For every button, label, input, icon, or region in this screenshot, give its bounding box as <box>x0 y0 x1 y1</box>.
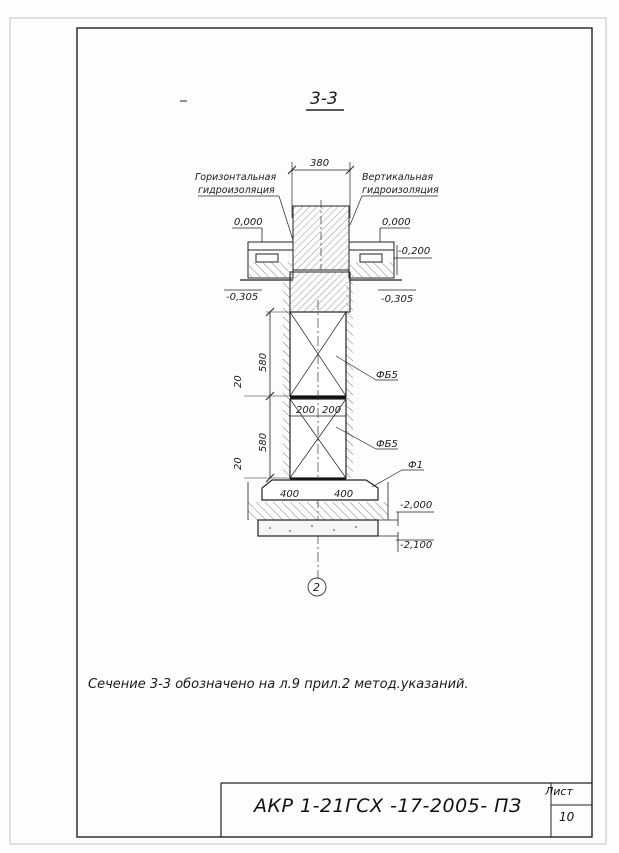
dim-20-upper: 20 <box>233 375 244 388</box>
floor-fill-right <box>350 262 393 277</box>
section-note: Сечение 3-3 обозначено на л.9 прил.2 метод.указаний. <box>88 677 469 692</box>
sand-dot <box>333 529 335 531</box>
label-fb5-upper: ФБ5 <box>376 370 398 381</box>
sand-bedding <box>258 520 378 536</box>
soil-left <box>283 282 290 478</box>
section-title: 3-3 <box>310 89 338 109</box>
level-right-0305: -0,305 <box>381 294 414 305</box>
dim-200-right: 200 <box>322 405 342 416</box>
sand-dot <box>289 530 291 532</box>
leader-f1 <box>372 470 402 487</box>
floor-slab-right <box>349 242 394 250</box>
level-left-0305: -0,305 <box>226 292 259 303</box>
label-horizontal-waterproofing-1: Горизонтальная <box>195 172 277 183</box>
level-left-0000: 0,000 <box>234 217 263 228</box>
dim-580-lower: 580 <box>258 432 269 452</box>
floor-slab-left <box>248 242 293 250</box>
dim-400-right: 400 <box>334 489 354 500</box>
level-right-0200: -0,200 <box>398 246 431 257</box>
level-2100: -2,100 <box>400 540 433 551</box>
soil-under-footing <box>248 502 388 520</box>
floor-joist-right <box>360 254 382 262</box>
dim-200-left: 200 <box>296 405 316 416</box>
label-vertical-waterproofing-2: гидроизоляция <box>362 185 439 196</box>
dim-400-left: 400 <box>280 489 300 500</box>
sheet-number: 10 <box>559 810 575 824</box>
level-right-0000: 0,000 <box>382 217 411 228</box>
level-2000: -2,000 <box>400 500 433 511</box>
soil-right <box>346 282 353 478</box>
leader-vertical-waterproofing-2 <box>350 196 362 225</box>
foundation-plinth <box>290 272 350 312</box>
floor-fill-left <box>249 262 292 277</box>
label-f1: Ф1 <box>408 460 423 471</box>
dim-20-lower: 20 <box>233 457 244 470</box>
document-code: АКР 1-21ГСХ -17-2005- ПЗ <box>254 795 522 817</box>
label-horizontal-waterproofing-2: гидроизоляция <box>198 185 275 196</box>
dim-580-upper: 580 <box>258 352 269 372</box>
sheet-label: Лист <box>545 785 573 798</box>
label-fb5-lower: ФБ5 <box>376 439 398 450</box>
sand-dot <box>311 525 313 527</box>
label-vertical-waterproofing-1: Вертикальная <box>362 172 434 183</box>
leader-horizontal-waterproofing-2 <box>279 196 293 240</box>
dim-380: 380 <box>310 158 330 169</box>
axis-label: 2 <box>313 581 320 594</box>
sand-dot <box>355 526 357 528</box>
sand-dot <box>269 527 271 529</box>
floor-joist-left <box>256 254 278 262</box>
